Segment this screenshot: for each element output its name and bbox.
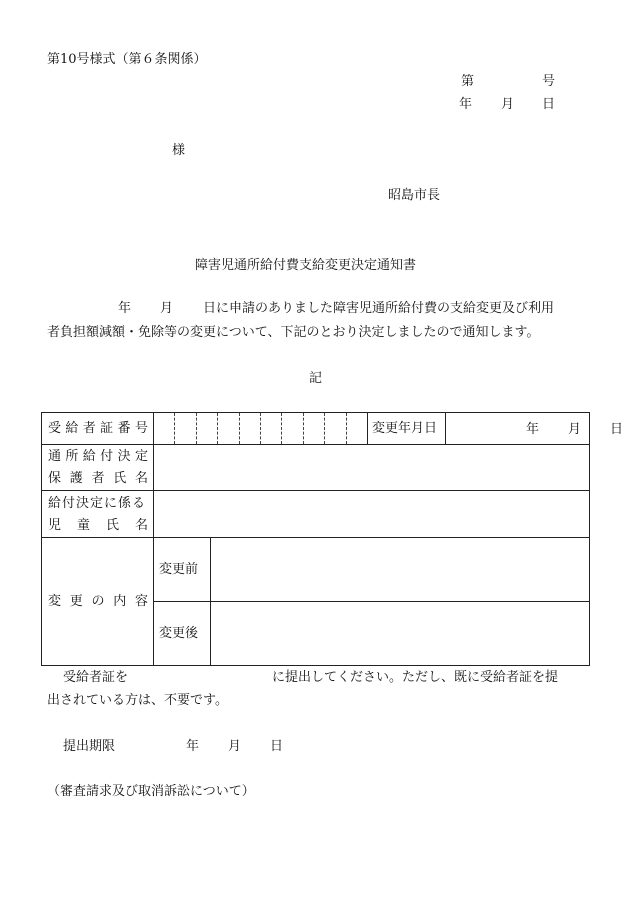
intro-month: 月	[160, 301, 174, 316]
doc-number-suffix: 号	[542, 74, 556, 89]
change-date-field[interactable]	[446, 413, 624, 445]
change-date-label: 変更年月日	[368, 413, 446, 445]
document-title: 障害児通所給付費支給変更決定通知書	[195, 258, 417, 273]
addressee-suffix: 様	[172, 143, 186, 158]
issue-date-year: 年	[459, 97, 473, 112]
recipient-number-digits[interactable]	[154, 413, 368, 445]
notification-table	[41, 412, 624, 666]
before-field[interactable]	[211, 538, 590, 602]
issue-date-day: 日	[542, 97, 556, 112]
child-name-field[interactable]	[154, 491, 590, 538]
ki-heading: 記	[309, 371, 323, 386]
change-date-day: 日	[610, 422, 624, 437]
form-number: 第10号様式（第６条関係）	[47, 52, 207, 67]
intro-line2: 者負担額減額・免除等の変更について、下記のとおり決定しましたので通知します。	[47, 325, 540, 340]
deadline-month: 月	[228, 739, 242, 754]
before-label: 変更前	[154, 538, 211, 602]
recipient-number-label: 受 給 者 証 番 号	[42, 413, 154, 445]
deadline-day: 日	[270, 739, 284, 754]
intro-year: 年	[118, 301, 132, 316]
notice-line2: 出されている方は、不要です。	[47, 693, 228, 708]
after-label: 変更後	[154, 602, 211, 666]
guardian-name-field[interactable]	[154, 445, 590, 491]
issuer-name: 昭島市長	[388, 188, 441, 203]
deadline-year: 年	[186, 739, 200, 754]
change-content-label: 変 更 の 内 容	[42, 538, 154, 666]
guardian-row	[42, 445, 590, 491]
change-before-row	[42, 538, 590, 602]
notice-line1-b: に提出してください。ただし、既に受給者証を提	[272, 670, 559, 685]
deadline-label: 提出期限	[63, 739, 116, 754]
guardian-label: 通 所 給 付 決 定 保 護 者 氏 名	[42, 445, 154, 491]
doc-number-prefix: 第	[461, 74, 475, 89]
intro-day-text: 日に申請のありました障害児通所給付費の支給変更及び利用	[203, 301, 555, 316]
issue-date-month: 月	[501, 97, 515, 112]
child-label: 給付決定に係る 児 童 氏 名	[42, 491, 154, 538]
appeal-heading: （審査請求及び取消訴訟について）	[47, 784, 255, 799]
after-field[interactable]	[211, 602, 590, 666]
change-date-month: 月	[568, 422, 582, 437]
change-date-year: 年	[526, 422, 540, 437]
child-row	[42, 491, 590, 538]
recipient-number-row	[42, 413, 590, 445]
notice-line1-a: 受給者証を	[63, 670, 129, 685]
